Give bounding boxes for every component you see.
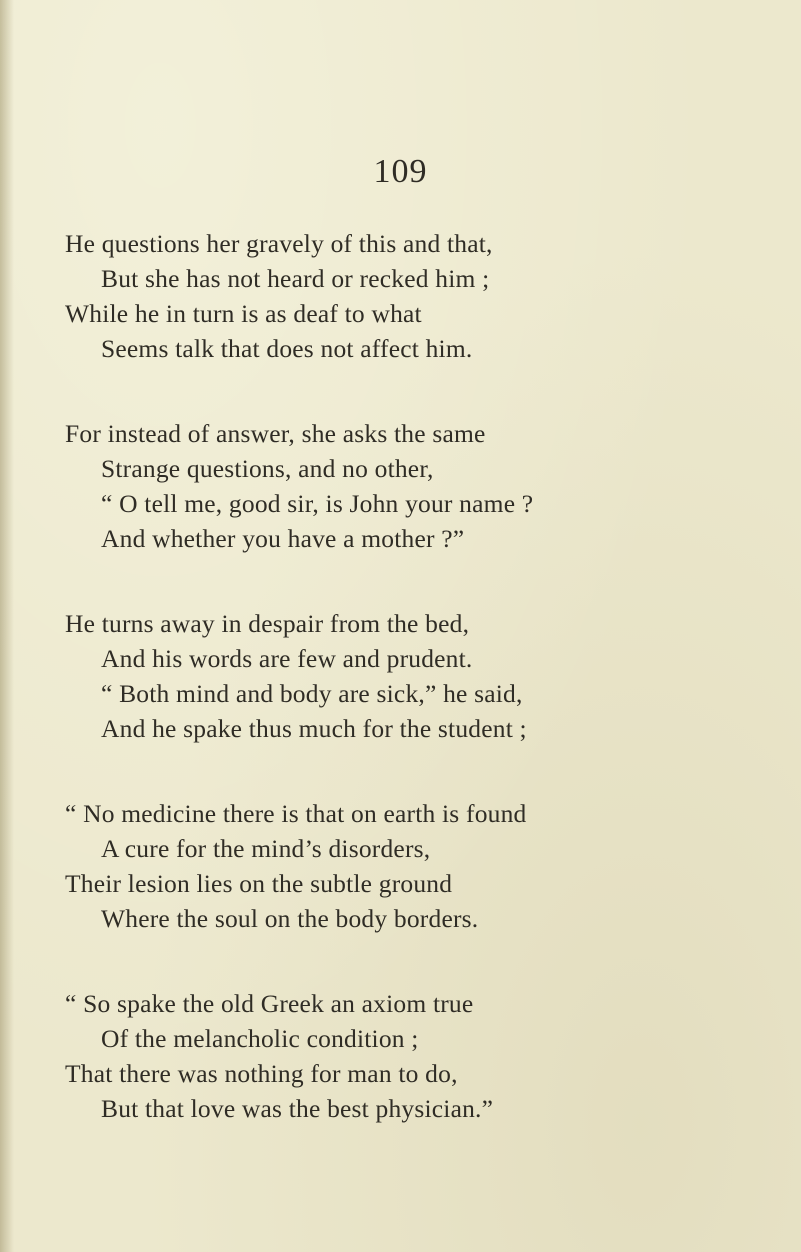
- poem-line: “ Both mind and body are sick,” he said,: [101, 679, 523, 708]
- poem-line: “ No medicine there is that on earth is found: [65, 799, 527, 828]
- poem-line: Where the soul on the body borders.: [101, 904, 479, 933]
- page-number: 109: [373, 153, 428, 190]
- poem-line: Seems talk that does not affect him.: [101, 334, 473, 363]
- poem-line: Of the melancholic condition ;: [101, 1024, 419, 1053]
- poem-line: For instead of answer, she asks the same: [65, 419, 486, 448]
- stanza-3: [65, 606, 765, 746]
- poem-line: He questions her gravely of this and that,: [65, 229, 493, 258]
- stanza-5: [65, 986, 765, 1126]
- poem-line: Strange questions, and no other,: [101, 454, 434, 483]
- poem-line: And whether you have a mother ?”: [101, 524, 465, 553]
- poem-line: Their lesion lies on the subtle ground: [65, 869, 453, 898]
- stanza-1: [65, 226, 765, 366]
- poem-line: But she has not heard or recked him ;: [101, 264, 490, 293]
- poem-line: That there was nothing for man to do,: [65, 1059, 458, 1088]
- poem-line: But that love was the best physician.”: [101, 1094, 494, 1123]
- stanza-2: [65, 416, 765, 556]
- poem-line: While he in turn is as deaf to what: [65, 299, 422, 328]
- poem-body: [65, 226, 765, 1176]
- stanza-4: [65, 796, 765, 936]
- poem-line: “ So spake the old Greek an axiom true: [65, 989, 474, 1018]
- poem-line: A cure for the mind’s disorders,: [101, 834, 431, 863]
- poem-line: He turns away in despair from the bed,: [65, 609, 470, 638]
- poem-line: And he spake thus much for the student ;: [101, 714, 527, 743]
- poem-line: And his words are few and prudent.: [101, 644, 473, 673]
- poem-line: “ O tell me, good sir, is John your name ?: [101, 489, 534, 518]
